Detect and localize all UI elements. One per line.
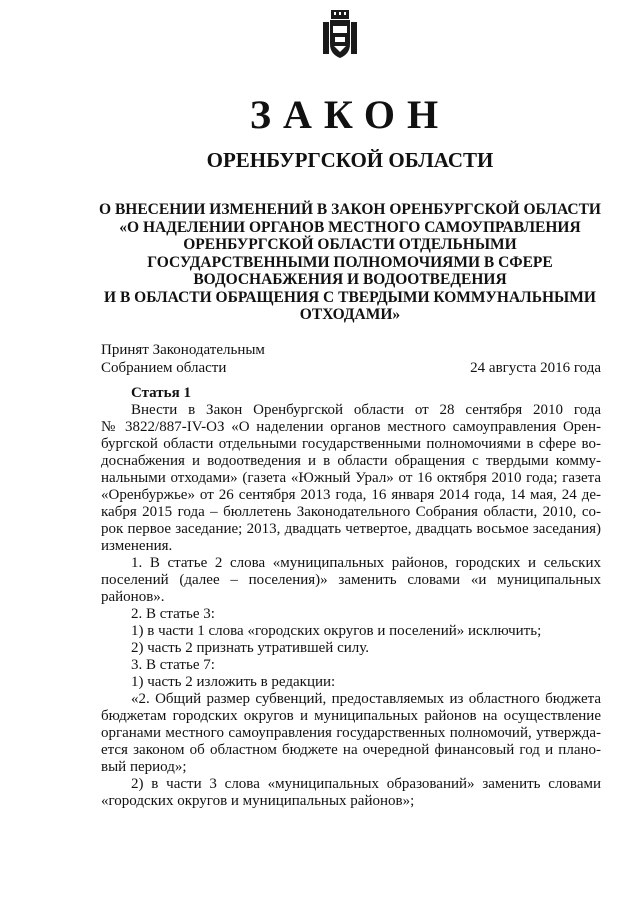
body-line: бургской области отдельными государственными полномочиями в сфере во- [101, 436, 601, 452]
body-line: 3. В статье 7: [131, 657, 215, 673]
body-line: бюджетам городских округов и муниципальных районов на осуществление [101, 708, 601, 724]
body-line: вый период»; [101, 759, 187, 775]
region-name: ОРЕНБУРГСКОЙ ОБЛАСТИ [206, 148, 494, 172]
heading-line: ГОСУДАРСТВЕННЫМИ ПОЛНОМОЧИЯМИ В СФЕРЕ [147, 253, 553, 271]
heading-line: «О НАДЕЛЕНИИ ОРГАНОВ МЕСТНОГО САМОУПРАВЛЕНИЯ [119, 218, 581, 236]
body-line: ется законом об областном бюджете на очередной финансовый год и плано- [101, 742, 601, 758]
adoption-date: 24 августа 2016 года [470, 359, 601, 376]
body-line: 1) часть 2 изложить в редакции: [131, 674, 336, 690]
body-line: поселений (далее – поселения)» заменить словами «и муниципальных [101, 572, 601, 588]
body-line: органами местного самоуправления государственных полномочий, утвержда- [101, 725, 601, 741]
body-line: Внести в Закон Оренбургской области от 28 сентября 2010 года [131, 402, 601, 418]
body-line: районов». [101, 589, 165, 605]
heading-line: ОТХОДАМИ» [299, 306, 401, 323]
body-line: 2) в части 3 слова «муниципальных образований» заменить словами [131, 776, 601, 792]
law-heading [95, 201, 605, 324]
body-line: «2. Общий размер субвенций, предоставляемых из областного бюджета [131, 691, 601, 707]
body-line: № 3822/887-IV-ОЗ «О наделении органов местного самоуправления Орен- [101, 419, 601, 435]
body-line: изменения. [101, 538, 173, 554]
article-title: Статья 1 [131, 385, 191, 401]
heading-line: И В ОБЛАСТИ ОБРАЩЕНИЯ С ТВЕРДЫМИ КОММУНАЛЬНЫМИ [104, 288, 596, 306]
heading-line: О ВНЕСЕНИИ ИЗМЕНЕНИЙ В ЗАКОН ОРЕНБУРГСКОЙ ОБЛАСТИ [99, 201, 601, 218]
body-line: «городских округов и муниципальных районов»; [101, 793, 415, 809]
heading-line: ОРЕНБУРГСКОЙ ОБЛАСТИ ОТДЕЛЬНЫМИ [183, 236, 517, 253]
body-line: 1. В статье 2 слова «муниципальных районов, городских и сельских [131, 555, 601, 571]
adopted-by-line: Принят Законодательным [101, 342, 265, 358]
heading-line: ВОДОСНАБЖЕНИЯ И ВОДООТВЕДЕНИЯ [193, 271, 507, 288]
body-line: «Оренбуржье» от 26 сентября 2013 года, 16 января 2014 года, 14 мая, 24 де- [101, 487, 601, 503]
body-line: 2. В статье 3: [131, 606, 215, 622]
body-line: 1) в части 1 слова «городских округов и поселений» исключить; [131, 623, 542, 639]
body-line: доснабжения и водоотведения и в области обращения с твердыми комму- [101, 453, 601, 469]
body-line: нальными отходами» (газета «Южный Урал» от 16 октября 2010 года; газета [101, 470, 601, 486]
body-line: кабря 2015 года – бюллетень Законодательного Собрания области, 2010, со- [101, 504, 601, 520]
adopted-by-line: Собранием области [101, 359, 227, 376]
body-line: рок первое заседание; 2013, двадцать четвертое, двадцать восьмое заседания) [101, 521, 601, 537]
document-title: ЗАКОН [249, 92, 451, 137]
orenburg-coat-of-arms-icon [322, 10, 358, 60]
adoption-block [101, 342, 601, 377]
document-body [101, 385, 601, 810]
body-line: 2) часть 2 признать утратившей силу. [131, 640, 370, 656]
